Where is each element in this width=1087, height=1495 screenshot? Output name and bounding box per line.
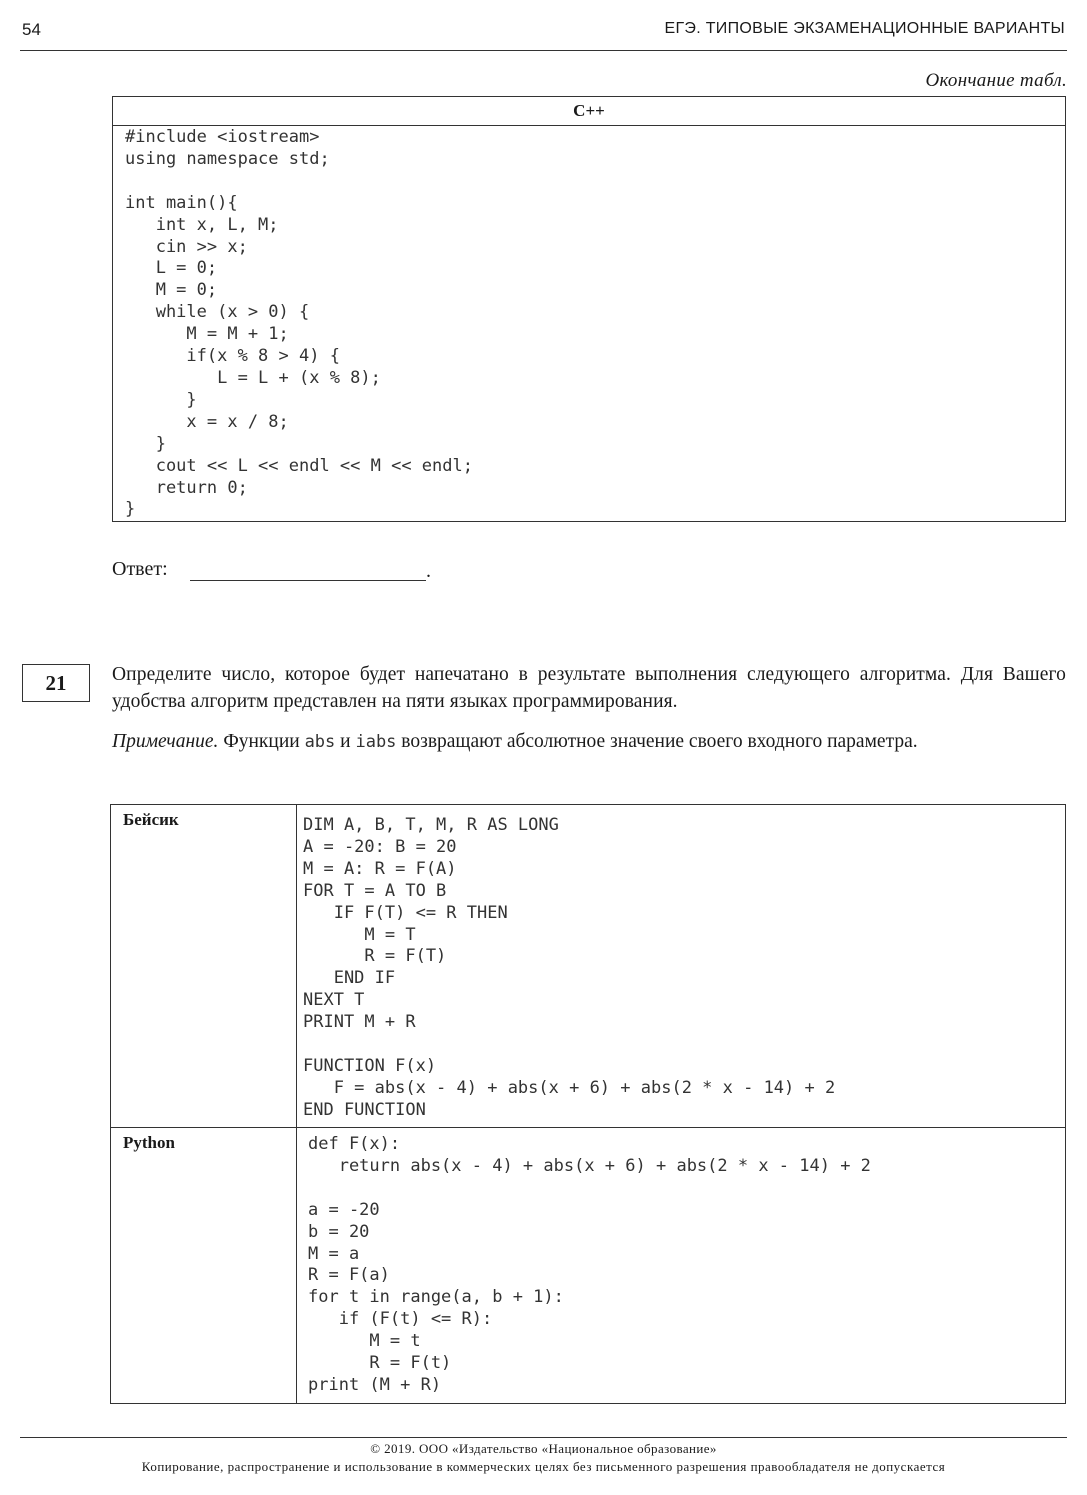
answer-blank-line[interactable] <box>190 580 426 581</box>
task-statement: Определите число, которое будет напечатано в результате выполнения следующего алгоритма. Для Вашего удобства алгоритм представлен на пяти языках программирования. <box>112 664 1066 712</box>
footer-notice: Копирование, распространение и использование в коммерческих целях без письменного разрешения правообладателя не допускается <box>141 1459 946 1474</box>
cpp-language-header: C++ <box>113 97 1065 126</box>
program-row-basic <box>111 805 1065 1128</box>
page-number: 54 <box>22 20 41 39</box>
task-number-badge: 21 <box>22 664 90 702</box>
book-title: ЕГЭ. ТИПОВЫЕ ЭКЗАМЕНАЦИОННЫЕ ВАРИАНТЫ <box>664 20 1065 37</box>
column-divider <box>296 1128 297 1403</box>
answer-label: Ответ: <box>112 558 168 580</box>
cpp-code-listing: #include <iostream> using namespace std; int main(){ int x, L, M; cin >> x; L = 0; M = 0; while (x > 0) { M = M + 1; if(x % 8 > 4) { L = L + (x % 8); } x = x / 8; } cout << L << endl << M << endl; return 0; } <box>125 127 473 520</box>
table-continuation-caption: Окончание табл. <box>925 70 1067 91</box>
cpp-code-table <box>112 96 1066 522</box>
program-languages-table <box>110 804 1066 1404</box>
basic-code-listing: DIM A, B, T, M, R AS LONG A = -20: B = 20 M = A: R = F(A) FOR T = A TO B IF F(T) <= R THEN M = T R = F(T) END IF NEXT T PRINT M + R FUNCTION F(x) F = abs(x - 4) + abs(x + 6) + abs(2 * x - 14) + 2 END FUNCTION <box>303 815 836 1120</box>
task-note <box>112 728 1066 756</box>
note-text-part2: возвращают абсолютное значение своего входного параметра. <box>401 731 918 752</box>
header-divider <box>20 50 1067 51</box>
python-code-listing: def F(x): return abs(x - 4) + abs(x + 6) + abs(2 * x - 14) + 2 a = -20 b = 20 M = a R = F(a) for t in range(a, b + 1): if (F(t) <= R): M = t R = F(t) print (M + R) <box>308 1134 871 1395</box>
note-func-abs: abs <box>304 732 336 752</box>
answer-terminator: . <box>426 560 431 582</box>
language-name-basic: Бейсик <box>123 810 179 829</box>
note-text-part1: Функции <box>223 731 300 752</box>
program-row-python <box>111 1128 1065 1403</box>
footer-copyright: © 2019. ООО «Издательство «Национальное образование» <box>370 1441 717 1456</box>
language-name-python: Python <box>123 1133 175 1152</box>
note-conjunction: и <box>340 731 351 752</box>
note-label: Примечание. <box>112 731 219 752</box>
note-func-iabs: iabs <box>355 732 397 752</box>
footer-divider <box>20 1437 1067 1438</box>
column-divider <box>296 805 297 1127</box>
